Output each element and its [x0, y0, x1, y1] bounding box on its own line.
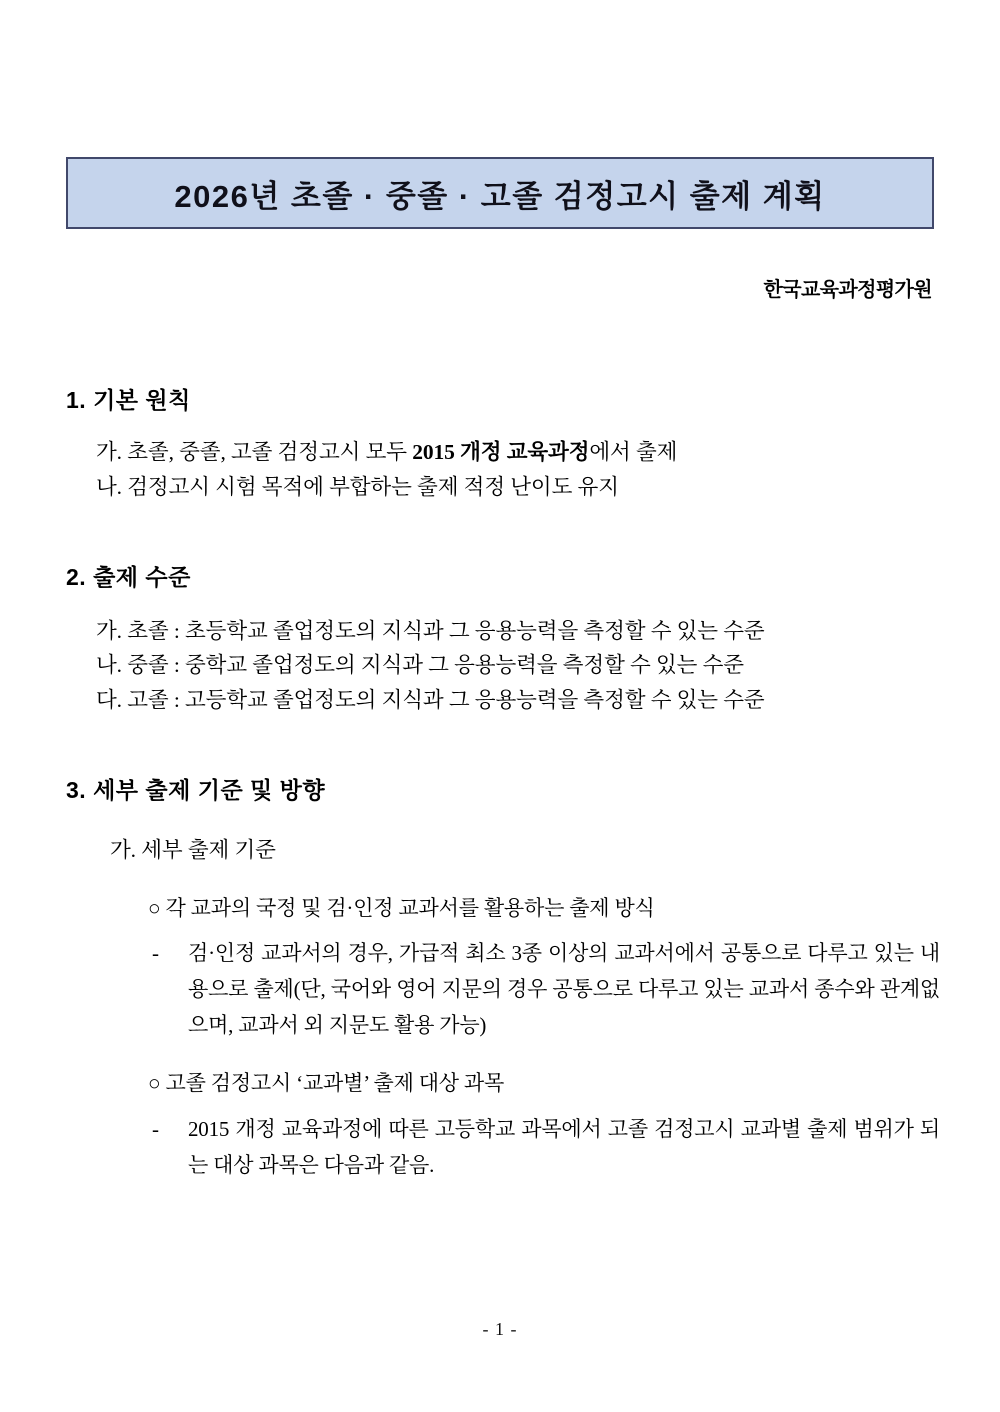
dash-item [152, 935, 940, 1043]
section-heading-2: 2. 출제 수준 [66, 563, 191, 590]
item-text: 고졸 : 고등학교 졸업정도의 지식과 그 응용능력을 측정할 수 있는 수준 [127, 688, 765, 713]
list-item [96, 683, 938, 718]
item-prefix: 가. [96, 440, 122, 464]
dash-marker: - [152, 941, 159, 966]
item-text: 초졸, 중졸, 고졸 검정고시 모두 [127, 440, 413, 464]
organization-name: 한국교육과정평가원 [763, 279, 932, 301]
dash-text: 2015 개정 교육과정에 따른 고등학교 과목에서 고졸 검정고시 교과별 출제 범위가 되는 대상 과목은 다음과 같음. [188, 1117, 940, 1178]
item-text: 중졸 : 중학교 졸업정도의 지식과 그 응용능력을 측정할 수 있는 수준 [127, 653, 744, 678]
list-item [96, 470, 938, 505]
item-text-tail: 에서 출제 [589, 440, 678, 464]
list-item [96, 648, 938, 683]
item-prefix: 다. [96, 688, 122, 713]
page-number: - 1 - [482, 1319, 518, 1339]
section-heading-1: 1. 기본 원칙 [66, 387, 191, 413]
page-title: 2026년 초졸 · 중졸 · 고졸 검정고시 출제 계획 [174, 178, 826, 214]
bullet-item: ○ 각 교과의 국정 및 검·인정 교과서를 활용하는 출제 방식 [148, 895, 655, 920]
item-prefix: 나. [96, 474, 122, 499]
section-1-body [62, 435, 938, 505]
section-2-body [62, 614, 938, 718]
item-prefix: 가. [96, 618, 122, 643]
dash-text: 검·인정 교과서의 경우, 가급적 최소 3종 이상의 교과서에서 공통으로 다루고 있는 내용으로 출제(단, 국어와 영어 지문의 경우 공통으로 다루고 있는 교과서 종수와 관계없으며, 교과서 외 지문도 활용 가능) [188, 941, 940, 1038]
item-text: 초졸 : 초등학교 졸업정도의 지식과 그 응용능력을 측정할 수 있는 수준 [127, 618, 765, 643]
list-item [96, 614, 938, 649]
title-banner [66, 157, 934, 229]
dash-marker: - [152, 1117, 159, 1142]
section-heading-3: 3. 세부 출제 기준 및 방향 [66, 777, 326, 804]
item-text: 검정고시 시험 목적에 부합하는 출제 적정 난이도 유지 [127, 474, 619, 499]
dash-item [152, 1111, 940, 1183]
item-emphasis: 2015 개정 교육과정 [412, 440, 590, 464]
item-prefix: 나. [96, 653, 122, 678]
list-item [96, 435, 938, 470]
bullet-item: ○ 고졸 검정고시 ‘교과별’ 출제 대상 과목 [148, 1071, 505, 1096]
organization-line [62, 273, 938, 302]
subsection-heading: 가. 세부 출제 기준 [110, 838, 276, 863]
